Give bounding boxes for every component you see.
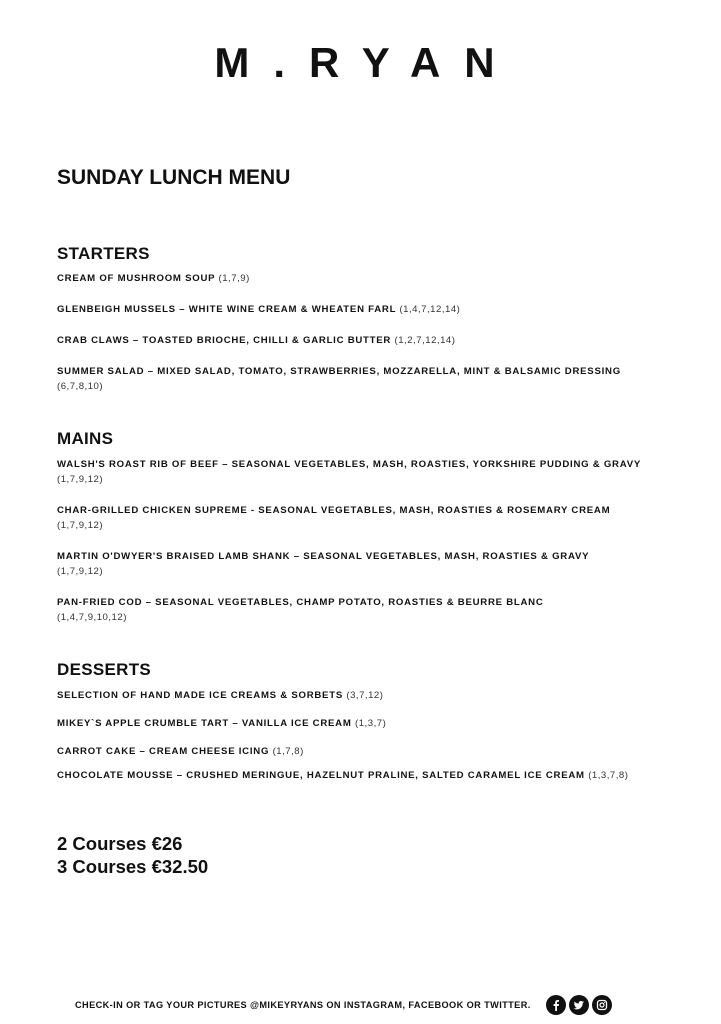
menu-item <box>57 716 677 731</box>
menu-item <box>57 457 677 487</box>
item-name: CREAM OF MUSHROOM SOUP <box>57 273 216 284</box>
menu-item <box>57 595 677 625</box>
item-name: MIKEY`S APPLE CRUMBLE TART – VANILLA ICE CREAM <box>57 718 352 729</box>
item-allergens: (1,4,7,12,14) <box>399 304 461 315</box>
item-allergens: (1,7,9) <box>218 273 250 284</box>
item-name: CARROT CAKE – CREAM CHEESE ICING <box>57 746 270 757</box>
item-name: WALSH'S ROAST RIB OF BEEF – SEASONAL VEGETABLES, MASH, ROASTIES, YORKSHIRE PUDDING & GRAVY <box>57 459 641 470</box>
item-allergens: (1,4,7,9,10,12) <box>57 612 127 623</box>
price-three-courses: 3 Courses €32.50 <box>57 856 209 877</box>
menu-item <box>57 302 677 317</box>
item-allergens: (6,7,8,10) <box>57 381 104 392</box>
item-allergens: (1,7,9,12) <box>57 474 104 485</box>
item-allergens: (1,2,7,12,14) <box>394 335 456 346</box>
item-name: SUMMER SALAD – MIXED SALAD, TOMATO, STRAWBERRIES, MOZZARELLA, MINT & BALSAMIC DRESSING <box>57 366 621 377</box>
instagram-icon[interactable] <box>592 995 612 1015</box>
menu-item <box>57 271 677 286</box>
mains-heading: MAINS <box>57 429 114 448</box>
item-name: CHAR-GRILLED CHICKEN SUPREME - SEASONAL VEGETABLES, MASH, ROASTIES & ROSEMARY CREAM <box>57 505 611 516</box>
item-name: GLENBEIGH MUSSELS – WHITE WINE CREAM & WHEATEN FARL <box>57 304 397 315</box>
menu-item <box>57 744 677 759</box>
desserts-heading: DESSERTS <box>57 660 152 679</box>
menu-title: SUNDAY LUNCH MENU <box>57 166 291 189</box>
item-allergens: (3,7,12) <box>346 690 384 701</box>
facebook-icon[interactable] <box>546 995 566 1015</box>
menu-item <box>57 549 677 579</box>
brand-logo: M.RYAN <box>214 39 519 86</box>
social-tagline: CHECK-IN OR TAG YOUR PICTURES @MIKEYRYANS ON INSTAGRAM, FACEBOOK OR TWITTER. <box>75 1000 531 1010</box>
menu-item <box>57 364 677 394</box>
starters-heading: STARTERS <box>57 244 150 263</box>
menu-item <box>57 688 677 703</box>
item-name: CHOCOLATE MOUSSE – CRUSHED MERINGUE, HAZELNUT PRALINE, SALTED CARAMEL ICE CREAM <box>57 770 585 781</box>
price-two-courses: 2 Courses €26 <box>57 833 183 854</box>
item-name: PAN-FRIED COD – SEASONAL VEGETABLES, CHAMP POTATO, ROASTIES & BEURRE BLANC <box>57 597 544 608</box>
item-allergens: (1,7,9,12) <box>57 520 104 531</box>
item-name: MARTIN O'DWYER'S BRAISED LAMB SHANK – SEASONAL VEGETABLES, MASH, ROASTIES & GRAVY <box>57 551 590 562</box>
item-name: SELECTION OF HAND MADE ICE CREAMS & SORBETS <box>57 690 343 701</box>
item-allergens: (1,7,9,12) <box>57 566 104 577</box>
item-allergens: (1,3,7,8) <box>588 770 629 781</box>
menu-item <box>57 333 677 348</box>
twitter-icon[interactable] <box>569 995 589 1015</box>
item-allergens: (1,3,7) <box>355 718 387 729</box>
menu-item <box>57 768 677 783</box>
item-allergens: (1,7,8) <box>272 746 304 757</box>
menu-item <box>57 503 677 533</box>
item-name: CRAB CLAWS – TOASTED BRIOCHE, CHILLI & GARLIC BUTTER <box>57 335 392 346</box>
